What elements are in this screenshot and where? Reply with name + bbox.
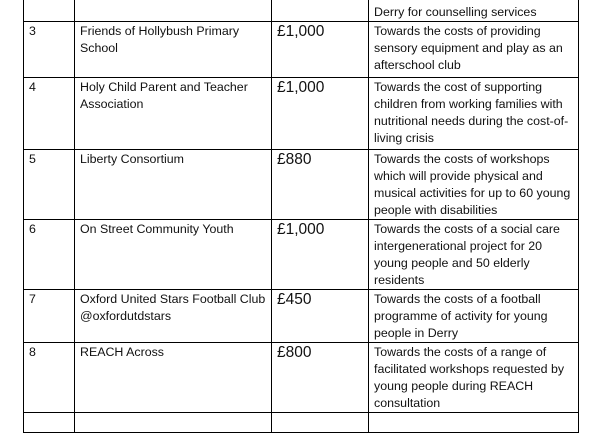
table-row — [24, 290, 579, 343]
organisation-name: REACH Across — [75, 343, 272, 413]
row-number: 5 — [24, 150, 75, 220]
row-number: 3 — [24, 22, 75, 78]
grant-amount — [272, 413, 369, 433]
organisation-name — [75, 0, 272, 22]
grant-amount: £450 — [272, 290, 369, 343]
table-row — [24, 343, 579, 413]
table-row — [24, 22, 579, 78]
grants-table — [23, 0, 579, 433]
row-number: 7 — [24, 290, 75, 343]
grant-purpose: Towards the costs of workshops which will provide physical and musical activities for up to 60 young people with disabilities — [369, 150, 579, 220]
organisation-name: Holy Child Parent and Teacher Association — [75, 78, 272, 150]
grant-amount: £1,000 — [272, 220, 369, 290]
grant-purpose: Towards the cost of supporting children from working families with nutritional needs during the cost-of-living crisis — [369, 78, 579, 150]
grant-purpose: Towards the costs of a football programme of activity for young people in Derry — [369, 290, 579, 343]
row-number: 8 — [24, 343, 75, 413]
grant-purpose: Towards the costs of a social care intergenerational project for 20 young people and 50 elderly residents — [369, 220, 579, 290]
organisation-name: Liberty Consortium — [75, 150, 272, 220]
organisation-name: Friends of Hollybush Primary School — [75, 22, 272, 78]
grant-amount: £1,000 — [272, 22, 369, 78]
row-number: 6 — [24, 220, 75, 290]
grant-amount: £800 — [272, 343, 369, 413]
grant-purpose: Towards the costs of providing sensory equipment and play as an afterschool club — [369, 22, 579, 78]
table-row — [24, 0, 579, 22]
table-row — [24, 220, 579, 290]
table-row — [24, 413, 579, 433]
organisation-name — [75, 413, 272, 433]
grant-amount — [272, 0, 369, 22]
row-number: 4 — [24, 78, 75, 150]
grant-amount: £880 — [272, 150, 369, 220]
organisation-name: Oxford United Stars Football Club @oxfordutdstars — [75, 290, 272, 343]
row-number — [24, 413, 75, 433]
grant-purpose: Derry for counselling services — [369, 0, 579, 22]
row-number — [24, 0, 75, 22]
table-row — [24, 78, 579, 150]
table-row — [24, 150, 579, 220]
organisation-name: On Street Community Youth — [75, 220, 272, 290]
grant-amount: £1,000 — [272, 78, 369, 150]
grant-purpose — [369, 413, 579, 433]
grant-purpose: Towards the costs of a range of facilitated workshops requested by young people during REACH consultation — [369, 343, 579, 413]
